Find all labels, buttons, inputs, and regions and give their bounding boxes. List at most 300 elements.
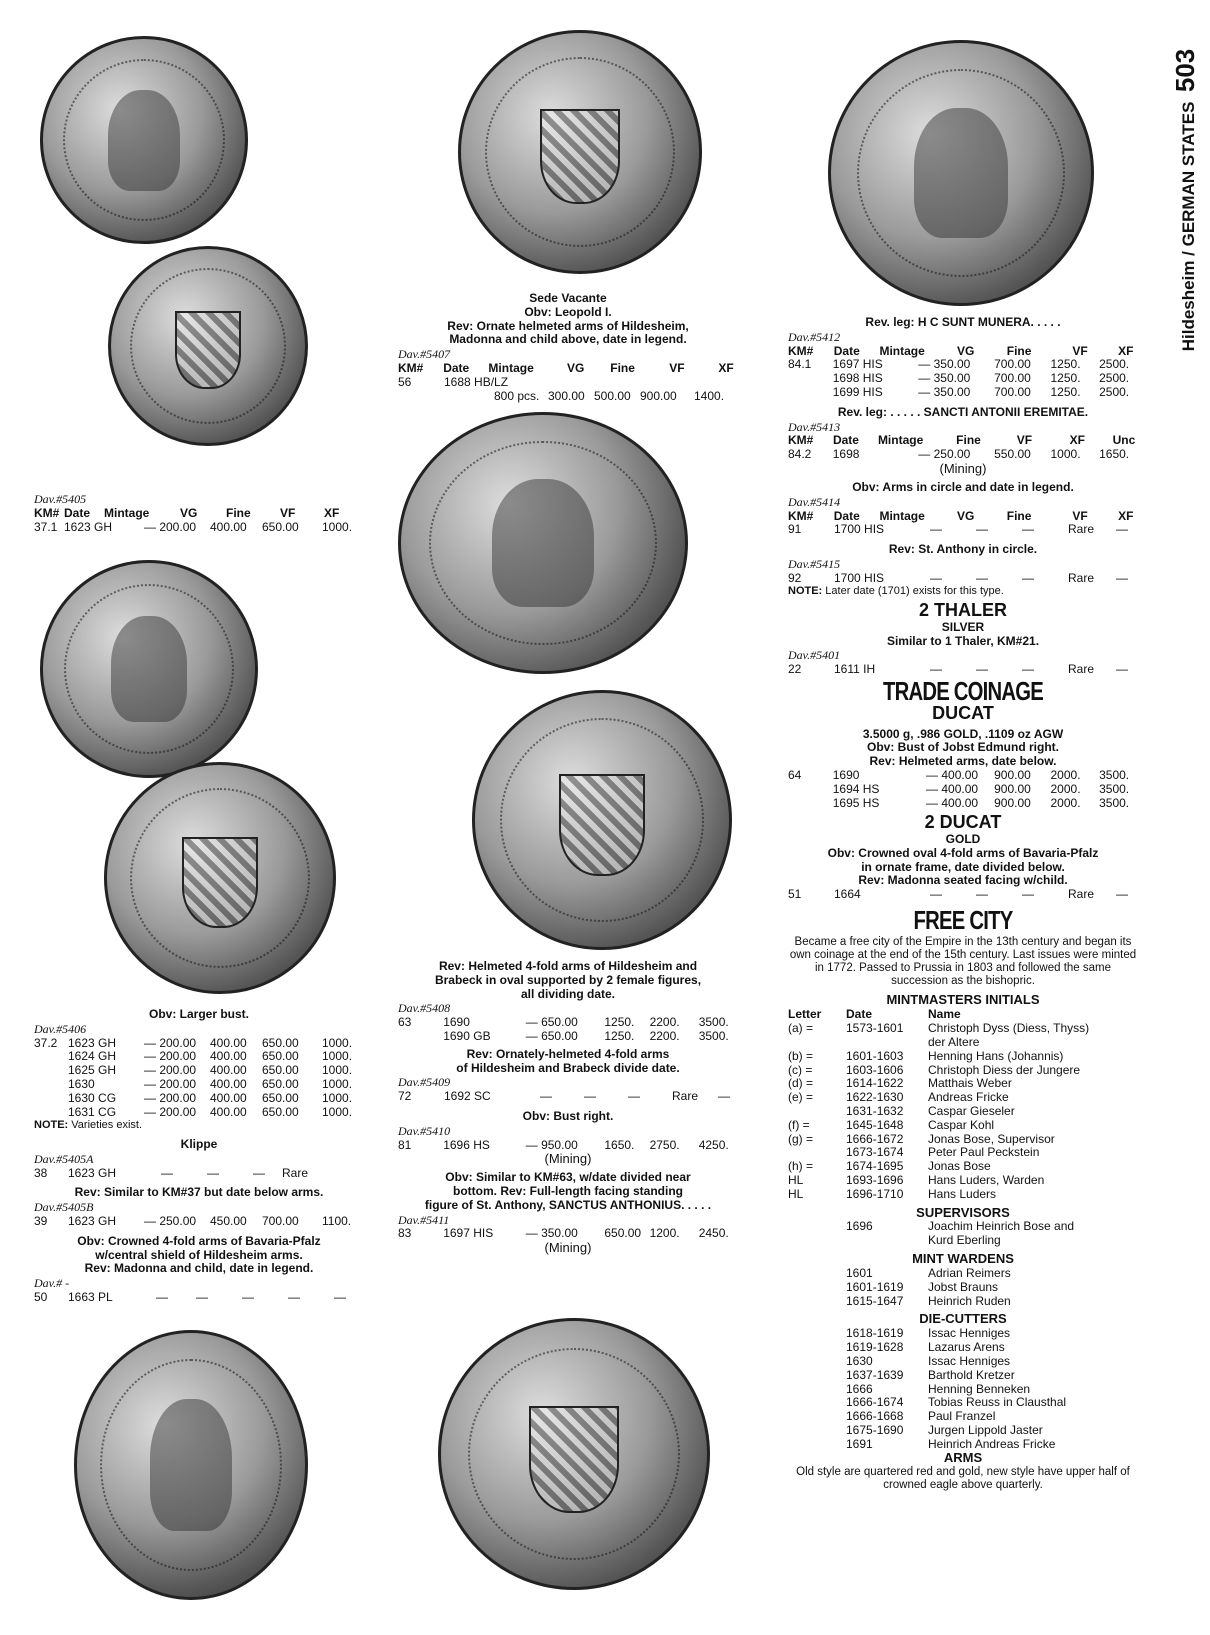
listing-block-4	[398, 960, 738, 1256]
list-item	[788, 1036, 1138, 1050]
table-rows	[788, 1267, 1138, 1308]
list-cell: 1666	[846, 1381, 873, 1396]
table-cell: 900.00	[994, 795, 1031, 810]
table-cell: 1697 HIS	[832, 357, 883, 372]
list-item	[788, 1022, 1138, 1036]
list-cell	[788, 1146, 846, 1160]
list-cell: (a) =	[788, 1021, 814, 1036]
list-cell: 1622-1630	[846, 1090, 904, 1105]
list-cell: 1631-1632	[846, 1103, 904, 1118]
section-subheading: ARMS	[943, 1450, 983, 1466]
table-row	[34, 1064, 364, 1078]
table-cell	[398, 1030, 443, 1044]
list-cell: Henning Benneken	[928, 1381, 1031, 1396]
table-header: KM# Date Mintage Fine VF XF Unc	[788, 433, 1136, 448]
list-cell: der Altere	[928, 1034, 980, 1049]
table-cell: 1690	[832, 767, 860, 782]
description: Rev. leg: . . . . . SANCTI ANTONII EREMITAE.	[837, 404, 1089, 419]
table-cell: — 350.00	[918, 371, 971, 386]
table-cell: 64	[788, 767, 802, 782]
metal-label: SILVER	[941, 619, 985, 634]
description: Rev: Helmeted 4-fold arms of Hildesheim and	[438, 959, 698, 973]
list-cell	[846, 1036, 928, 1050]
dav-ref: Dav.#5414	[788, 494, 841, 509]
list-cell: 1666-1672	[846, 1131, 904, 1146]
table-cell: — 400.00	[926, 781, 979, 796]
description: bottom. Rev: Full-length facing standing	[453, 1184, 683, 1199]
description: Obv: Arms in circle and date in legend.	[852, 479, 1074, 494]
list-cell: HL	[788, 1172, 804, 1187]
table-cell: 1000.	[322, 1090, 353, 1105]
table-cell: 37.2	[34, 1035, 58, 1050]
description: Rev: Helmeted arms, date below.	[869, 754, 1057, 769]
table-row: 92 1700 HIS — — — Rare —	[788, 570, 1128, 585]
list-cell: Jonas Bose	[928, 1159, 991, 1174]
list-item	[788, 1281, 1138, 1295]
table-cell	[788, 797, 833, 811]
description: Obv: Bust right.	[522, 1108, 614, 1123]
list-cell: (g) =	[788, 1131, 814, 1146]
listing-block-1	[34, 492, 364, 534]
table-cell: 650.00	[262, 1104, 299, 1119]
note: NOTE: Later date (1701) exists for this type.	[788, 585, 1004, 598]
list-cell: 1675-1690	[846, 1422, 904, 1437]
section-subheading: SUPERVISORS	[916, 1204, 1010, 1220]
coin-image-obverse-4	[398, 412, 688, 674]
section-subheading: MINT WARDENS	[912, 1251, 1014, 1267]
list-item	[788, 1146, 1138, 1160]
table-cell: 3500.	[698, 1015, 729, 1030]
table-header: KM# Date Mintage VG Fine VF XF	[788, 343, 1134, 358]
table-cell: — 400.00	[926, 795, 979, 810]
list-cell: Matthais Weber	[928, 1076, 1012, 1091]
list-cell: Henning Hans (Johannis)	[928, 1048, 1064, 1063]
list-cell: Jurgen Lippold Jaster	[928, 1422, 1043, 1437]
page-number: 503	[1170, 48, 1201, 93]
list-cell: Issac Henniges	[928, 1326, 1011, 1341]
table-cell: — 200.00	[144, 1090, 197, 1105]
table-cell: 700.00	[994, 371, 1031, 386]
list-cell: 1630	[846, 1353, 873, 1368]
coin-image-reverse-1	[108, 246, 308, 446]
list-item	[788, 1105, 1138, 1119]
table-cell: 650.00	[262, 1063, 299, 1078]
table-cell: 3500.	[1099, 781, 1130, 796]
table-rows	[34, 1037, 364, 1120]
list-item	[788, 1267, 1138, 1281]
table-cell: 2000.	[1050, 767, 1081, 782]
table-cell: 1000.	[322, 1104, 353, 1119]
list-item	[788, 1295, 1138, 1309]
table-rows	[788, 1022, 1138, 1201]
table-cell	[34, 1050, 68, 1064]
list-cell: Jonas Bose, Supervisor	[928, 1131, 1055, 1146]
table-row: 51 1664 — — — Rare —	[788, 887, 1128, 902]
table-cell: 1698 HIS	[832, 371, 883, 386]
table-cell: 3500.	[1099, 795, 1130, 810]
table-cell: — 200.00	[144, 1035, 197, 1050]
list-cell	[788, 1105, 846, 1119]
list-item	[788, 1396, 1138, 1410]
coin-image-obverse-1	[40, 36, 248, 244]
coin-image-reverse-4	[458, 30, 702, 274]
dav-ref: Dav.#5405B	[34, 1200, 94, 1215]
table-cell	[788, 783, 833, 797]
description: Madonna and child above, date in legend.	[449, 332, 687, 347]
description: 3.5000 g, .986 GOLD, .1109 oz AGW	[862, 726, 1064, 741]
list-cell: Kurd Eberling	[928, 1233, 1001, 1248]
dav-ref: Dav.#5410	[398, 1123, 451, 1138]
table-cell: 1699 HIS	[832, 384, 883, 399]
description: all dividing date.	[520, 986, 615, 1001]
table-cell: 2500.	[1099, 371, 1130, 386]
list-cell: Caspar Kohl	[928, 1117, 995, 1132]
table-cell: 400.00	[210, 1035, 247, 1050]
list-item	[788, 1160, 1138, 1174]
table-row: 72 1692 SC — — — Rare —	[398, 1089, 730, 1104]
table-cell: — 200.00	[144, 1049, 197, 1064]
table-row	[788, 783, 1138, 797]
list-cell: Heinrich Andreas Fricke	[928, 1436, 1056, 1451]
table-cell: 84.1	[788, 357, 812, 372]
table-cell: 1000.	[322, 1035, 353, 1050]
description: Rev: Ornately-helmeted 4-fold arms	[466, 1046, 670, 1061]
table-row: 56 1688 HB/LZ	[398, 374, 509, 389]
list-cell: Caspar Gieseler	[928, 1103, 1015, 1118]
table-row	[34, 1092, 364, 1106]
table-rows	[788, 769, 1138, 810]
table-cell: — 350.00	[918, 384, 971, 399]
description: Obv: Similar to KM#63, w/date divided near	[445, 1170, 691, 1185]
list-cell: Lazarus Arens	[928, 1340, 1005, 1355]
list-cell: 1693-1696	[846, 1172, 904, 1187]
dav-ref: Dav.#5411	[398, 1212, 450, 1227]
table-row: 81 1696 HS — 950.00 1650. 2750. 4250.	[398, 1137, 729, 1152]
list-cell: Issac Henniges	[928, 1353, 1011, 1368]
metal-label: GOLD	[945, 832, 981, 847]
table-cell: 2000.	[1050, 795, 1081, 810]
table-header: KM# Date Mintage VG Fine VF XF	[34, 505, 340, 520]
list-cell: 1696	[846, 1219, 873, 1234]
table-rows	[788, 1220, 1138, 1248]
dav-ref: Dav.#5415	[788, 556, 841, 571]
list-cell: (c) =	[788, 1062, 813, 1077]
list-cell: (d) =	[788, 1076, 814, 1091]
list-item	[788, 1119, 1138, 1133]
list-item	[788, 1383, 1138, 1397]
table-cell: 400.00	[210, 1090, 247, 1105]
table-rows	[398, 1016, 738, 1044]
table-row: 800 pcs. 300.00 500.00 900.00 1400.	[494, 388, 725, 403]
list-cell: Joachim Heinrich Bose and	[928, 1219, 1075, 1234]
table-cell: 1690 GB	[443, 1028, 491, 1043]
list-cell: Peter Paul Peckstein	[928, 1145, 1040, 1160]
table-row	[398, 1016, 738, 1030]
table-cell: 650.00	[262, 1090, 299, 1105]
table-row	[34, 1037, 364, 1051]
dav-ref: Dav.#5405A	[34, 1151, 94, 1166]
table-rows	[788, 1327, 1138, 1451]
table-cell: 1630 CG	[68, 1090, 117, 1105]
list-item	[788, 1438, 1138, 1452]
description: Rev. leg: H C SUNT MUNERA. . . . .	[865, 315, 1061, 329]
list-cell: 1601	[846, 1265, 873, 1280]
table-cell: 1250.	[1050, 357, 1081, 372]
table-row	[788, 769, 1138, 783]
table-cell: 900.00	[994, 781, 1031, 796]
table-cell: 1624 GH	[68, 1049, 117, 1064]
list-cell: 1666-1674	[846, 1395, 904, 1410]
description: w/central shield of Hildesheim arms.	[95, 1247, 303, 1262]
table-cell: 1000.	[322, 1063, 353, 1078]
list-cell: Heinrich Ruden	[928, 1293, 1011, 1308]
table-row	[788, 372, 1138, 386]
table-cell: 1250.	[1050, 384, 1081, 399]
list-cell: 1614-1622	[846, 1076, 904, 1091]
table-row	[34, 1050, 364, 1064]
coin-image-obverse-2	[40, 560, 258, 778]
list-cell: Andreas Fricke	[928, 1090, 1009, 1105]
section-heading: 2 DUCAT	[924, 812, 1002, 833]
description: Obv: Larger bust.	[148, 1007, 249, 1021]
list-cell: 1645-1648	[846, 1117, 904, 1132]
table-cell: 1000.	[322, 1049, 353, 1064]
listing-block-2	[34, 1008, 364, 1305]
description: Rev: Madonna and child, date in legend.	[84, 1261, 314, 1276]
dav-ref: Dav.# -	[34, 1276, 70, 1291]
table-header: KM# Date Mintage VG Fine VF XF	[398, 360, 734, 375]
table-cell: — 200.00	[144, 1063, 197, 1078]
mining-label: (Mining)	[939, 460, 987, 476]
table-cell: 1000.	[322, 1076, 353, 1091]
table-row: 22 1611 IH — — — Rare —	[788, 662, 1128, 677]
table-cell: 2500.	[1099, 357, 1130, 372]
table-cell: 3500.	[698, 1028, 729, 1043]
list-cell: 1603-1606	[846, 1062, 904, 1077]
list-item	[788, 1369, 1138, 1383]
dav-ref: Dav.#5408	[398, 1001, 451, 1016]
table-cell: — 200.00	[144, 1104, 197, 1119]
paragraph: Became a free city of the Empire in the 13th century and began its own coinage at the end of the 15th century. Last issues were minted in 1772. Passed to Prussia in 1803 and followed the same succession as the bishopric.	[789, 935, 1137, 987]
table-cell: 1631 CG	[68, 1104, 117, 1119]
section-title: Hildesheim / GERMAN STATES	[1179, 101, 1199, 352]
dav-ref: Dav.#5407	[398, 347, 451, 362]
list-cell: (e) =	[788, 1090, 814, 1105]
description: Obv: Leopold I.	[524, 304, 612, 319]
table-cell	[34, 1106, 68, 1120]
list-item	[788, 1234, 1138, 1248]
table-row: 38 1623 GH — — — Rare	[34, 1165, 309, 1180]
description: Rev: Similar to KM#37 but date below arms.	[74, 1185, 324, 1200]
list-cell: 1601-1619	[846, 1279, 904, 1294]
list-item	[788, 1424, 1138, 1438]
section-heading: DUCAT	[932, 702, 994, 723]
description: Obv: Crowned 4-fold arms of Bavaria-Pfalz	[77, 1233, 321, 1248]
list-cell: (h) =	[788, 1159, 814, 1174]
table-cell: 400.00	[210, 1076, 247, 1091]
table-cell: 1250.	[1050, 371, 1081, 386]
description: Brabeck in oval supported by 2 female figures,	[434, 972, 702, 987]
list-cell: 1637-1639	[846, 1367, 904, 1382]
mining-label: (Mining)	[544, 1240, 592, 1256]
section-subtitle: Klippe	[180, 1137, 218, 1152]
dav-ref: Dav.#5406	[34, 1021, 87, 1036]
table-row	[788, 386, 1138, 400]
list-cell: (b) =	[788, 1048, 814, 1063]
table-row	[34, 1106, 364, 1120]
list-cell: 1673-1674	[846, 1145, 904, 1160]
list-cell: 1696-1710	[846, 1186, 904, 1201]
dav-ref: Dav.#5401	[788, 648, 841, 663]
table-cell: 2000.	[1050, 781, 1081, 796]
table-rows	[788, 358, 1138, 399]
table-row: 37.1 1623 GH — 200.00 400.00 650.00 1000.	[34, 519, 353, 534]
list-item	[788, 1064, 1138, 1078]
table-header: KM# Date Mintage VG Fine VF XF	[788, 508, 1134, 523]
description: figure of St. Anthony, SANCTUS ANTHONIUS. . . . .	[424, 1197, 712, 1212]
table-cell: 1623 GH	[68, 1035, 117, 1050]
section-heading: TRADE COINAGE	[883, 676, 1043, 706]
list-cell: Christoph Dyss (Diess, Thyss)	[928, 1021, 1090, 1036]
table-cell: 700.00	[994, 357, 1031, 372]
list-item	[788, 1410, 1138, 1424]
table-cell: — 650.00	[525, 1015, 578, 1030]
section-subheading: MINTMASTERS INITIALS	[886, 992, 1040, 1008]
table-cell: 1694 HS	[832, 781, 880, 796]
list-cell: Paul Franzel	[928, 1409, 996, 1424]
table-cell: 400.00	[210, 1104, 247, 1119]
list-item	[788, 1091, 1138, 1105]
table-cell: 2200.	[649, 1028, 680, 1043]
table-cell: 400.00	[210, 1063, 247, 1078]
table-cell	[34, 1064, 68, 1078]
table-cell: 650.00	[262, 1049, 299, 1064]
table-row: 50 1663 PL — — — — —	[34, 1289, 346, 1304]
table-row: 83 1697 HIS — 350.00 650.00 1200. 2450.	[398, 1226, 729, 1241]
list-item	[788, 1188, 1138, 1202]
table-cell: — 350.00	[918, 357, 971, 372]
table-row	[788, 358, 1138, 372]
list-cell: HL	[788, 1186, 804, 1201]
table-cell: — 650.00	[525, 1028, 578, 1043]
coin-image-reverse-7	[828, 40, 1094, 306]
description: Similar to 1 Thaler, KM#21.	[886, 633, 1040, 648]
description: Rev: St. Anthony in circle.	[888, 542, 1038, 557]
table-cell: — 200.00	[144, 1076, 197, 1091]
list-item	[788, 1355, 1138, 1369]
table-cell	[34, 1092, 68, 1106]
table-cell: 1630	[68, 1076, 95, 1091]
list-item	[788, 1133, 1138, 1147]
note: NOTE: Varieties exist.	[34, 1119, 143, 1132]
table-cell: 1690	[443, 1015, 470, 1030]
table-cell: 2200.	[649, 1015, 680, 1030]
table-cell: 63	[398, 1015, 412, 1030]
description: Obv: Crowned oval 4-fold arms of Bavaria-Pfalz	[827, 845, 1099, 860]
description: in ornate frame, date divided below.	[861, 859, 1065, 874]
table-row	[398, 1030, 738, 1044]
table-row: 91 1700 HIS — — — Rare —	[788, 522, 1128, 537]
dav-ref: Dav.#5405	[34, 492, 87, 506]
list-item	[788, 1174, 1138, 1188]
paragraph: Old style are quartered red and gold, new style have upper half of crowned eagle above quarterly.	[796, 1466, 1130, 1492]
list-cell: 1674-1695	[846, 1159, 904, 1174]
table-row: 84.2 1698 — 250.00 550.00 1000. 1650.	[788, 447, 1130, 462]
description: Rev: Ornate helmeted arms of Hildesheim,	[447, 318, 689, 333]
list-item	[788, 1077, 1138, 1091]
list-cell: 1618-1619	[846, 1326, 904, 1341]
list-cell: 1601-1603	[846, 1048, 904, 1063]
table-cell: 400.00	[210, 1049, 247, 1064]
table-cell: 1250.	[604, 1028, 635, 1043]
list-item	[788, 1341, 1138, 1355]
coin-image-obverse-3	[74, 1330, 308, 1600]
list-item	[788, 1050, 1138, 1064]
table-cell: 2500.	[1099, 384, 1130, 399]
running-header	[1166, 20, 1206, 380]
list-cell: Barthold Kretzer	[928, 1367, 1015, 1382]
list-cell: Hans Luders, Warden	[928, 1172, 1045, 1187]
table-header: Letter Date Name	[788, 1007, 961, 1022]
table-cell: 1625 GH	[68, 1063, 117, 1078]
section-subheading: DIE-CUTTERS	[919, 1311, 1007, 1327]
table-cell: 1695 HS	[832, 795, 880, 810]
table-cell: 900.00	[994, 767, 1031, 782]
table-cell: 1250.	[604, 1015, 635, 1030]
table-row: 39 1623 GH — 250.00 450.00 700.00 1100.	[34, 1214, 352, 1228]
table-cell: 700.00	[994, 384, 1031, 399]
list-cell: 1619-1628	[846, 1340, 904, 1355]
table-cell: 650.00	[262, 1035, 299, 1050]
dav-ref: Dav.#5409	[398, 1075, 451, 1090]
list-item	[788, 1327, 1138, 1341]
table-cell: — 400.00	[926, 767, 979, 782]
list-cell: (f) =	[788, 1117, 810, 1132]
section-subtitle: Sede Vacante	[529, 291, 607, 305]
coin-image-reverse-2	[104, 762, 336, 994]
table-cell: 3500.	[1099, 767, 1130, 782]
list-cell: Hans Luders	[928, 1186, 997, 1201]
list-cell: 1615-1647	[846, 1293, 904, 1308]
table-cell	[788, 372, 833, 386]
coin-image-reverse-5	[472, 690, 732, 950]
table-cell: 650.00	[262, 1076, 299, 1091]
listing-block-5	[788, 316, 1138, 1492]
coin-image-reverse-6	[438, 1318, 710, 1590]
description: of Hildesheim and Brabeck divide date.	[456, 1060, 680, 1075]
table-row	[788, 797, 1138, 811]
list-cell: Adrian Reimers	[928, 1265, 1011, 1280]
list-cell: 1573-1601	[846, 1021, 904, 1036]
listing-block-3	[398, 292, 738, 403]
table-cell	[34, 1078, 68, 1092]
table-row	[34, 1078, 364, 1092]
list-cell: 1666-1668	[846, 1409, 904, 1424]
list-cell: Tobias Reuss in Clausthal	[928, 1395, 1067, 1410]
list-cell: Christoph Diess der Jungere	[928, 1062, 1081, 1077]
list-cell	[788, 1036, 846, 1050]
list-item	[788, 1220, 1138, 1234]
list-cell: 1691	[846, 1436, 873, 1451]
mining-label: (Mining)	[544, 1151, 592, 1167]
description: Obv: Bust of Jobst Edmund right.	[867, 740, 1059, 755]
list-cell	[846, 1234, 928, 1248]
dav-ref: Dav.#5413	[788, 419, 841, 434]
section-heading: 2 THALER	[918, 600, 1007, 621]
dav-ref: Dav.#5412	[788, 329, 841, 344]
list-cell: Jobst Brauns	[928, 1279, 999, 1294]
description: Rev: Madonna seated facing w/child.	[858, 873, 1068, 888]
